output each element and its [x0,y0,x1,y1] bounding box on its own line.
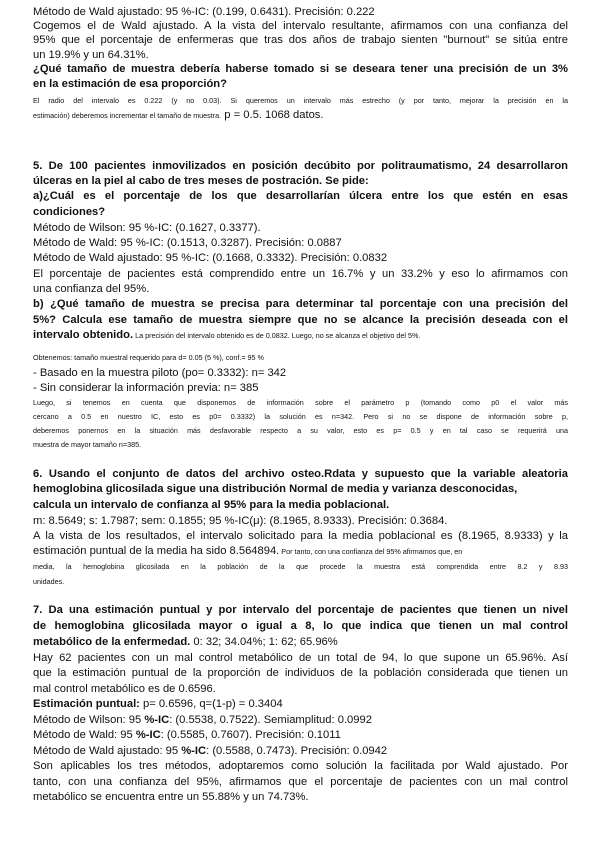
frequency-table: 0: 32; 34.04%; 1: 62; 65.96% [190,636,338,648]
confidence-note: unidades. [33,577,65,586]
wald-adjusted-line [33,745,568,758]
question-5b [33,329,568,342]
conclusion-line: Son aplicables los tres métodos, adoptaremos como solución la facilitada por Wald ajustado. Por [33,760,568,772]
question-7-title: de hemoglobina glicosilada mayor o igual a 8, lo que indica que tienen un mal control [33,620,568,632]
precision-note: La precisión del intervalo obtenido es de 0.0832. Luego, no se alcanza el objetivo del 5%. [133,331,421,340]
question-5b: b) ¿Qué tamaño de muestra se precisa para determinar tal porcentaje con una precisión del [33,298,568,310]
wald-adjusted-line: Método de Wald ajustado: 95 %-IC: (0.1668, 0.3332). Precisión: 0.0832 [33,252,388,264]
question-7-title-tail: metabólico de la enfermedad. [33,636,191,648]
wald-line [33,729,568,742]
explanation-note: muestra de mayor tamaño n=385. [33,440,142,449]
point-estimate-text: estimación puntual de la media ha sido 8.564894. [33,545,280,557]
no-info-line: - Sin considerar la información previa: n= 385 [33,382,259,394]
conclusion-line: Hay 62 pacientes con un mal control metabólico de un total de 94, lo que supone un 65.96%. Así [33,652,568,664]
conclusion-line: una confianza del 95%. [33,283,150,295]
answer-note [33,109,568,122]
conclusion-line [33,545,568,558]
question-5a: a)¿Cuál es el porcentaje de los que desarrollarían úlcera entre los que estén en esas [33,190,568,202]
pilot-sample-line: - Basado en la muestra piloto (po= 0.3332): n= 342 [33,367,287,379]
question-5b: 5%? Calcula ese tamaño de muestra siempre que no se alcance la precisión deseada con el [33,314,568,326]
question-heading: ¿Qué tamaño de muestra debería haberse tomado si se deseara tener una precisión de un 3% [33,63,568,75]
question-5-title: 5. De 100 pacientes inmovilizados en posición decúbito por politraumatismo, 24 desarrollaron [33,160,568,172]
confidence-note: media, la hemoglobina glicosilada en la población de la que procede la muestra está comprendida entre 8.2 y 8.93 [33,562,568,571]
conclusion-line: mal control metabólico es de 0.6596. [33,683,216,695]
conclusion-line: A la vista de los resultados, el intervalo solicitado para la media poblacional es (8.1965, 8.9333) y la [33,530,568,542]
point-estimate-label: Estimación puntual: [33,698,140,710]
conclusion-line: un 19.9% y un 64.31%. [33,49,149,61]
conclusion-line: 95% que el porcentaje de enfermeras que tras dos años de trabajo sienten "burnout" se sitúa entre [33,34,568,46]
question-7-title [33,636,568,649]
point-estimate-line [33,698,568,711]
conclusion-line: que la estimación puntual de la proporción de individuos de la población considerada que tienen un [33,667,568,679]
conclusion-line: metabólico se encuentra entre un 55.88% y un 74.73%. [33,791,309,803]
conclusion-line: Cogemos el de Wald ajustado. A la vista del intervalo resultante, afirmamos con una confianza del [33,20,568,32]
explanation-note: cercano a 0.5 en nuestro IC, esto es p0= 0.3332) la solución es n=342. Pero si no se dispone de información sobre p, [33,412,568,421]
method-label: Método de Wald: 95 [33,729,136,741]
question-7-title: 7. Da una estimación puntual y por intervalo del porcentaje de pacientes que tienen un nivel [33,604,568,616]
method-label: Método de Wilson: 95 [33,714,145,726]
wald-adjusted-line: Método de Wald ajustado: 95 %-IC: (0.199, 0.6431). Precisión: 0.222 [33,6,375,18]
ic-label: %-IC [135,729,161,741]
method-result: : (0.5538, 0.7522). Semiamplitud: 0.0992 [169,714,372,726]
question-5a: condiciones? [33,206,106,218]
conclusion-line: tanto, con una confianza del 95%, afirmamos que el porcentaje de pacientes con un mal control [33,776,568,788]
method-label: Método de Wald ajustado: 95 [33,745,182,757]
question-5-title: úlceras en la piel al cabo de tres meses de postración. Se pide: [33,175,369,187]
stats-line: m: 8.5649; s: 1.7987; sem: 0.1855; 95 %-IC(μ): (8.1965, 8.9333). Precisión: 0.3684. [33,515,448,527]
method-result: : (0.5588, 0.7473). Precisión: 0.0942 [206,745,388,757]
wilson-line [33,714,568,727]
question-5b-tail: intervalo obtenido. [33,329,134,341]
conclusion-line: El porcentaje de pacientes está comprendido entre un 16.7% y un 33.2% y eso lo afirmamos con [33,268,568,280]
answer-result: p = 0.5. 1068 datos. [221,109,324,121]
confidence-note: Por tanto, con una confianza del 95% afirmamos que, en [279,547,463,556]
ic-label: %-IC [181,745,207,757]
wilson-line: Método de Wilson: 95 %-IC: (0.1627, 0.3377). [33,222,261,234]
sample-size-note: Obtenemos: tamaño muestral requerido para d= 0.05 (5 %), conf.= 95 % [33,353,264,362]
ic-label: %-IC [144,714,170,726]
explanation-note: deberemos ponernos en la situación más desfavorable respecto a su valor, esto es p= 0.5 y en tal caso se requerirá una [33,426,568,435]
question-heading: en la estimación de esa proporción? [33,78,227,90]
question-6-title: calcula un intervalo de confianza al 95% para la media poblacional. [33,499,390,511]
explanation-note: Luego, si tenemos en cuenta que disponemos de información sobre el parámetro p (tomando como p0 el valor más [33,398,568,407]
point-estimate-value: p= 0.6596, q=(1-p) = 0.3404 [139,698,283,710]
wald-line: Método de Wald: 95 %-IC: (0.1513, 0.3287). Precisión: 0.0887 [33,237,342,249]
method-result: : (0.5585, 0.7607). Precisión: 0.1011 [160,729,341,741]
question-6-title: hemoglobina glicosilada sigue una distribución Normal de media y varianza desconocidas, [33,483,518,495]
answer-note-small: estimación) deberemos incrementar el tamaño de muestra. [33,111,222,120]
question-6-title: 6. Usando el conjunto de datos del archivo osteo.Rdata y supuesto que la variable aleatoria [33,468,568,480]
answer-note: El radio del intervalo es 0.222 (y no 0.03). Si queremos un intervalo más estrecho (y por tanto, mejorar la precisión en la [33,96,568,105]
